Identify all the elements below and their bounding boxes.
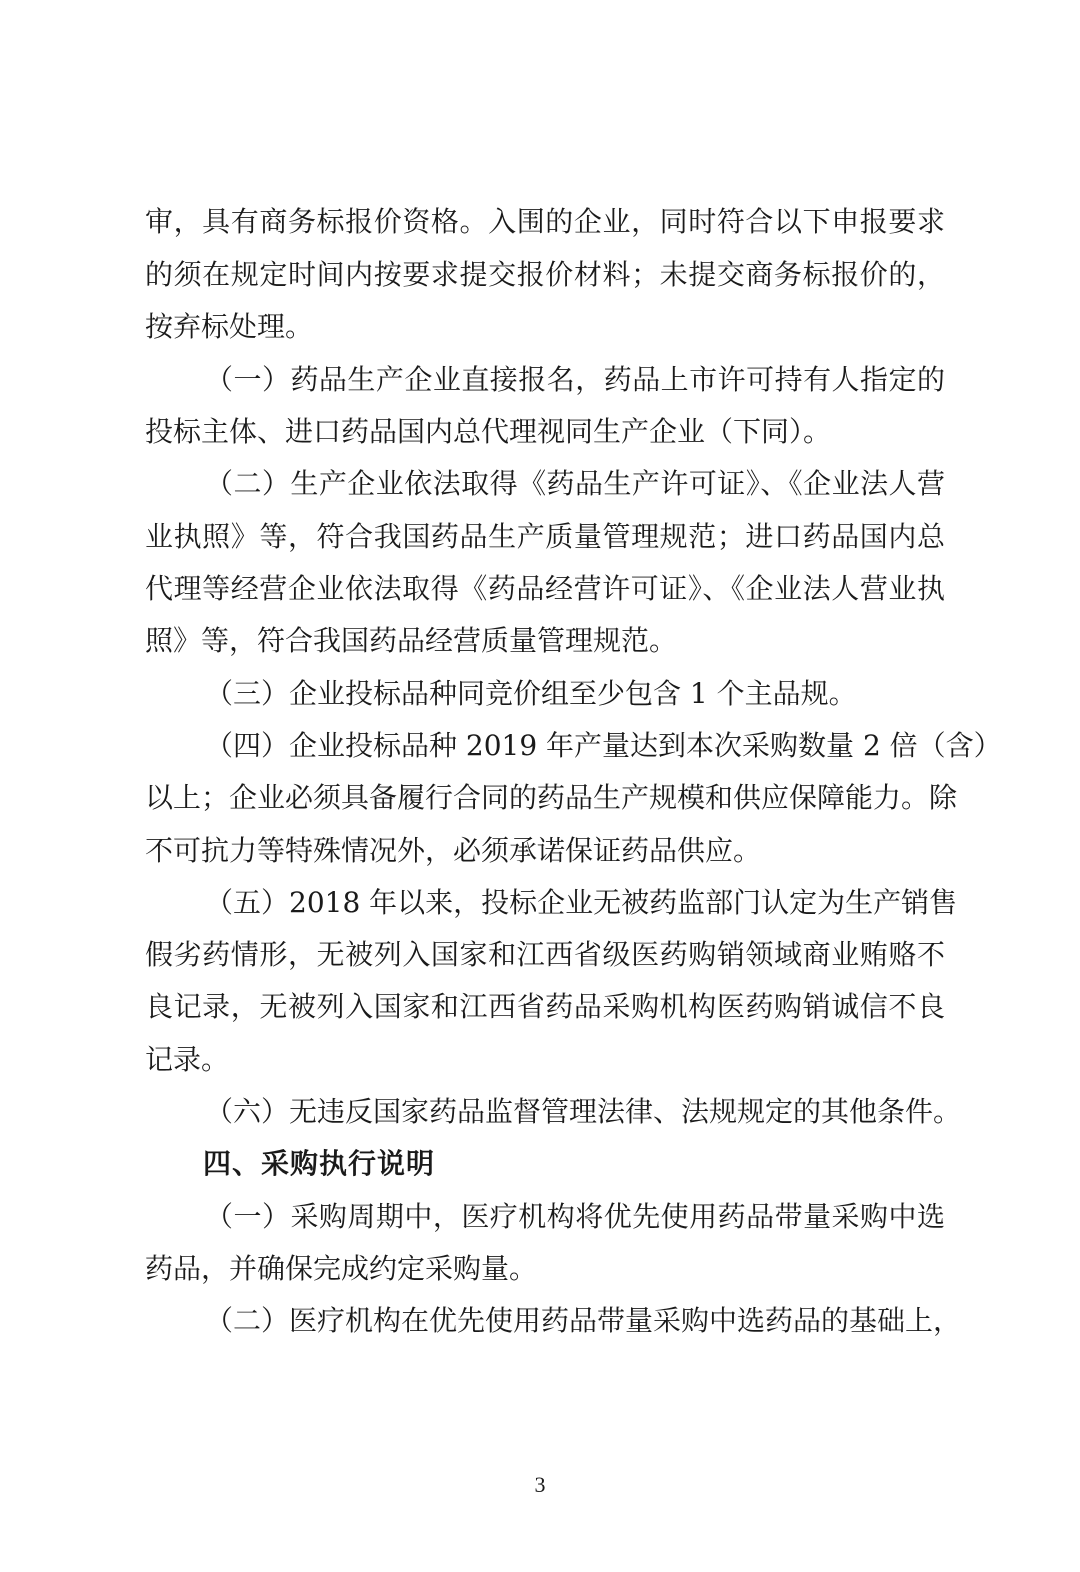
- text-line: 以上；企业必须具备履行合同的药品生产规模和供应保障能力。除: [145, 781, 958, 814]
- page-number: 3: [534, 1472, 546, 1497]
- text-line: 的须在规定时间内按要求提交报价材料；未提交商务标报价的，: [145, 258, 945, 291]
- text-line: 审，具有商务标报价资格。入围的企业，同时符合以下申报要求: [145, 205, 945, 238]
- text-line: （四）企业投标品种 2019 年产量达到本次采购数量 2 倍（含）: [205, 729, 1002, 762]
- text-line: 代理等经营企业依法取得《药品经营许可证》、《企业法人营业执: [145, 572, 945, 605]
- text-line: （五）2018 年以来，投标企业无被药监部门认定为生产销售: [205, 886, 958, 919]
- text-line: 按弃标处理。: [145, 310, 314, 343]
- text-line: （六）无违反国家药品监督管理法律、法规规定的其他条件。: [205, 1095, 962, 1128]
- text-line: （二）生产企业依法取得《药品生产许可证》、《企业法人营: [205, 467, 945, 500]
- text-line: 照》等，符合我国药品经营质量管理规范。: [145, 624, 678, 657]
- text-line: 假劣药情形，无被列入国家和江西省级医药购销领域商业贿赂不: [145, 938, 945, 971]
- text-line: （一）采购周期中，医疗机构将优先使用药品带量采购中选: [205, 1200, 945, 1233]
- text-line: 药品，并确保完成约定采购量。: [145, 1252, 538, 1285]
- text-line: 投标主体、进口药品国内总代理视同生产企业（下同）。: [145, 415, 832, 448]
- text-line: 不可抗力等特殊情况外，必须承诺保证药品供应。: [145, 834, 762, 867]
- text-line: 记录。: [145, 1043, 230, 1076]
- text-line: 业执照》等，符合我国药品生产质量管理规范；进口药品国内总: [145, 520, 945, 553]
- section-heading: 四、采购执行说明: [203, 1147, 436, 1180]
- text-line: （二）医疗机构在优先使用药品带量采购中选药品的基础上，: [205, 1304, 962, 1337]
- text-line: （一）药品生产企业直接报名，药品上市许可持有人指定的: [205, 363, 945, 396]
- text-line: 良记录，无被列入国家和江西省药品采购机构医药购销诚信不良: [145, 990, 945, 1023]
- text-line: （三）企业投标品种同竞价组至少包含 1 个主品规。: [205, 677, 857, 710]
